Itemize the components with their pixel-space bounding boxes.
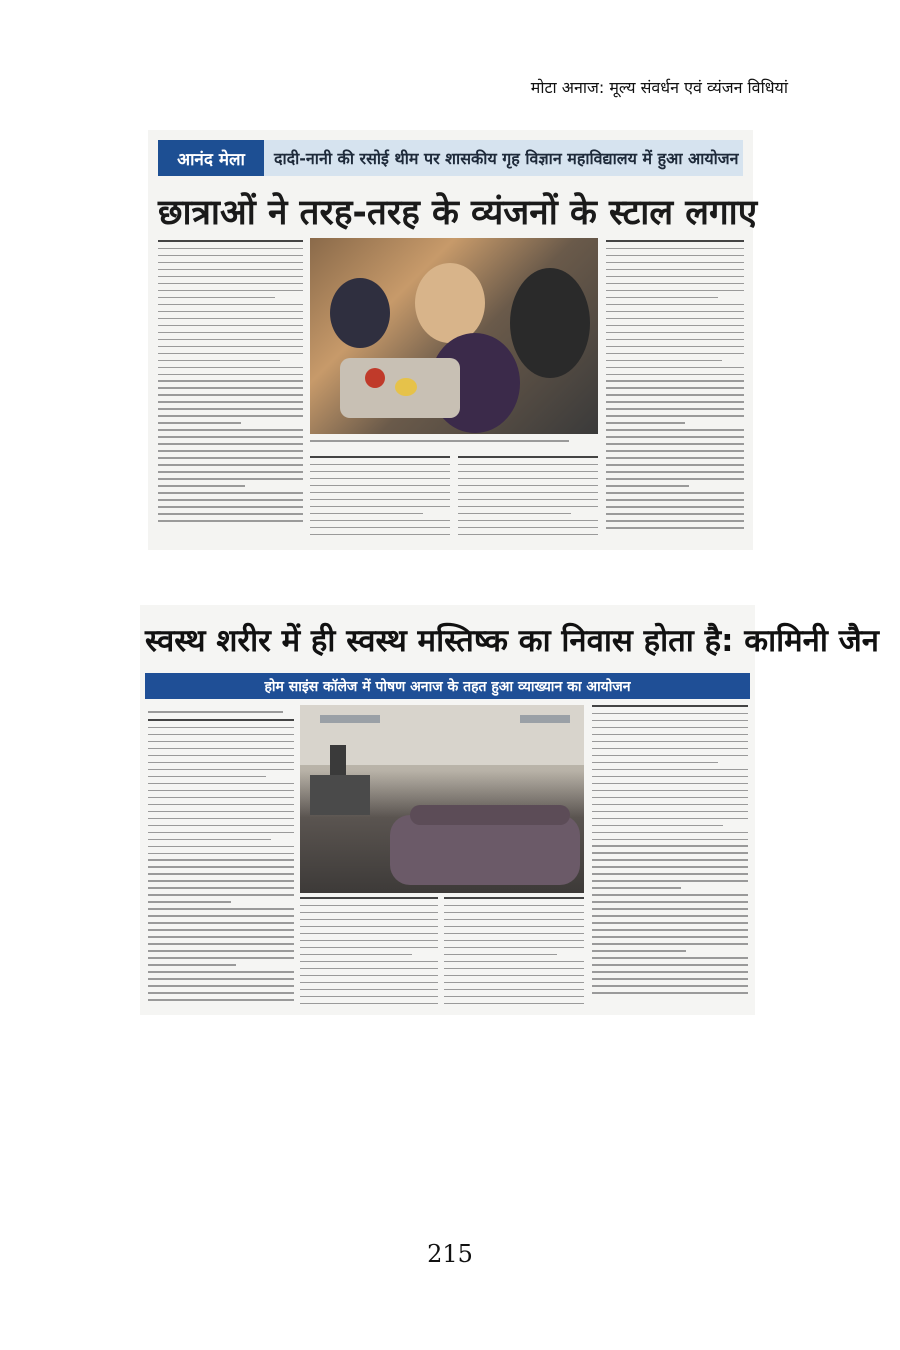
text-line [606,374,744,376]
text-line [592,915,748,917]
text-line [592,797,748,799]
headline: स्वस्थ शरीर में ही स्वस्थ मस्तिष्क का निवास होता है: कामिनी जैन [145,623,879,659]
text-line [606,485,689,487]
text-line [310,456,450,458]
text-line [158,380,303,382]
text-line [458,464,598,466]
text-line [458,506,598,508]
text-line [592,943,748,945]
text-line [592,776,748,778]
subheadline: होम साइंस कॉलेज में पोषण अनाज के तहत हुआ व्याख्यान का आयोजन [145,673,750,699]
text-line [148,776,266,778]
text-line [592,964,748,966]
text-line [158,457,303,459]
text-line [606,422,685,424]
text-line [606,429,744,431]
text-line [148,853,294,855]
text-line [300,933,438,935]
text-line [148,985,294,987]
text-line [300,897,438,899]
text-line [606,527,744,529]
text-line [310,513,423,515]
text-line [148,797,294,799]
text-line [310,520,450,522]
text-line [592,866,748,868]
text-line [148,818,294,820]
text-line [310,464,450,466]
text-line [444,954,557,956]
text-line [300,975,438,977]
text-column-3 [458,456,598,546]
text-line [592,727,748,729]
text-line [592,901,748,903]
text-line [148,943,294,945]
text-line [148,804,294,806]
text-line [148,915,294,917]
text-line [158,248,303,250]
text-line [444,968,584,970]
text-line [606,387,744,389]
text-line [148,769,294,771]
text-line [458,513,571,515]
text-line [458,534,598,536]
text-line [148,859,294,861]
text-line [444,912,584,914]
text-line [300,1003,438,1005]
text-line [444,905,584,907]
text-line [300,961,438,963]
text-line [148,762,294,764]
text-line [148,887,294,889]
text-line [606,506,744,508]
text-line [592,790,748,792]
kicker-text: दादी-नानी की रसोई थीम पर शासकीय गृह विज्ञान महाविद्यालय में हुआ आयोजन [274,149,739,168]
text-line [148,978,294,980]
text-line [592,852,748,854]
text-line [158,415,303,417]
text-line [148,999,294,1001]
text-line [158,443,303,445]
text-column-4 [606,240,744,540]
text-line [592,873,748,875]
text-line [592,978,748,980]
text-line [158,269,303,271]
text-column-1 [148,719,294,1009]
text-line [444,982,584,984]
text-line [158,506,303,508]
text-line [592,887,681,889]
text-line [148,929,294,931]
text-line [592,825,723,827]
text-line [310,485,450,487]
text-line [158,332,303,334]
text-line [158,304,303,306]
text-line [310,478,450,480]
kicker-band [158,140,743,176]
photo-caption [310,434,598,450]
text-line [300,989,438,991]
text-line [148,711,283,713]
text-line [158,360,280,362]
text-line [148,741,294,743]
text-line [458,478,598,480]
text-line [606,325,744,327]
text-line [592,769,748,771]
text-line [606,276,744,278]
text-line [148,936,294,938]
text-line [592,985,748,987]
text-line [148,734,294,736]
text-line [148,790,294,792]
text-line [606,415,744,417]
text-line [158,499,303,501]
text-line [444,897,584,899]
text-line [158,318,303,320]
text-line [300,905,438,907]
text-line [606,478,744,480]
text-line [158,290,303,292]
text-line [300,996,438,998]
text-line [458,527,598,529]
text-line [158,367,303,369]
text-line [606,311,744,313]
text-line [158,464,303,466]
text-line [148,873,294,875]
text-line [158,283,303,285]
text-line [300,982,438,984]
text-line [592,755,748,757]
text-line [158,436,303,438]
text-line [158,520,303,522]
text-line [606,492,744,494]
text-line [310,499,450,501]
text-line [592,705,748,707]
headline: छात्राओं ने तरह-तरह के व्यंजनों के स्टाल लगाए [158,193,758,233]
text-line [592,880,748,882]
text-line [592,832,748,834]
text-line [606,297,718,299]
text-line [606,471,744,473]
text-line [444,996,584,998]
text-line [592,804,748,806]
byline [148,705,298,717]
text-line [592,720,748,722]
text-line [606,464,744,466]
text-line [310,534,450,536]
text-line [606,436,744,438]
text-line [310,506,450,508]
text-line [606,255,744,257]
text-line [592,713,748,715]
text-line [158,394,303,396]
text-line [592,992,748,994]
text-line [444,947,584,949]
text-line [158,311,303,313]
text-line [444,940,584,942]
text-line [606,401,744,403]
text-line [158,485,245,487]
text-line [300,940,438,942]
text-line [592,762,718,764]
text-line [158,429,303,431]
text-line [458,471,598,473]
text-line [444,975,584,977]
text-line [592,894,748,896]
text-line [592,839,748,841]
text-line [148,957,294,959]
text-line [592,971,748,973]
text-line [606,269,744,271]
text-line [444,919,584,921]
text-line [300,926,438,928]
text-line [606,408,744,410]
section-tag: आनंद मेला [158,140,264,176]
text-line [606,283,744,285]
news-photo-2 [300,705,584,893]
text-line [592,818,748,820]
text-line [158,374,303,376]
text-line [158,353,303,355]
text-line [148,971,294,973]
text-line [444,933,584,935]
text-line [606,304,744,306]
text-line [606,248,744,250]
text-line [158,471,303,473]
text-line [606,520,744,522]
text-line [148,846,294,848]
text-line [158,408,303,410]
text-line [158,262,303,264]
text-line [148,832,294,834]
news-photo-1 [310,238,598,434]
news-clipping-2 [140,605,879,1015]
text-line [606,367,744,369]
text-line [148,992,294,994]
text-line [148,908,294,910]
text-line [158,422,241,424]
text-line [158,450,303,452]
text-line [606,457,744,459]
text-line [592,936,748,938]
text-line [592,783,748,785]
text-line [592,950,686,952]
text-column-2 [310,456,450,546]
text-line [606,499,744,501]
text-line [158,346,303,348]
text-line [158,339,303,341]
text-line [300,912,438,914]
text-line [444,1003,584,1005]
page-number: 215 [427,1240,473,1268]
text-line [444,989,584,991]
text-line [458,492,598,494]
text-line [148,755,294,757]
text-line [592,908,748,910]
text-line [592,922,748,924]
text-line [592,811,748,813]
text-line [148,825,294,827]
text-line [148,748,294,750]
text-line [158,255,303,257]
running-header: मोटा अनाज: मूल्य संवर्धन एवं व्यंजन विधियां [530,78,788,97]
text-line [158,240,303,242]
text-line [300,947,438,949]
text-line [148,727,294,729]
text-line [606,513,744,515]
text-column-1 [158,240,303,530]
text-line [606,394,744,396]
text-line [310,440,569,442]
text-line [310,471,450,473]
text-line [606,262,744,264]
text-line [592,845,748,847]
text-line [606,240,744,242]
text-column-4 [592,705,748,1005]
text-line [158,401,303,403]
text-line [606,443,744,445]
text-line [310,492,450,494]
news-clipping-1 [148,130,758,550]
text-line [148,811,294,813]
text-line [606,318,744,320]
text-line [458,520,598,522]
text-line [592,859,748,861]
text-line [148,783,294,785]
text-column-3 [444,897,584,1009]
text-line [606,290,744,292]
text-line [148,839,271,841]
text-line [458,499,598,501]
text-line [458,456,598,458]
text-line [158,478,303,480]
text-line [300,968,438,970]
text-line [148,922,294,924]
text-line [300,954,412,956]
text-line [606,360,722,362]
text-line [592,741,748,743]
text-line [158,276,303,278]
text-line [148,880,294,882]
text-line [158,387,303,389]
text-line [592,957,748,959]
text-line [458,485,598,487]
text-line [606,450,744,452]
text-line [158,325,303,327]
text-line [148,950,294,952]
text-line [300,919,438,921]
text-line [148,901,231,903]
text-line [158,492,303,494]
text-line [158,297,275,299]
text-line [592,929,748,931]
text-line [606,346,744,348]
text-line [148,866,294,868]
text-line [606,339,744,341]
text-line [148,894,294,896]
text-line [444,926,584,928]
text-line [592,748,748,750]
text-line [444,961,584,963]
text-line [148,964,236,966]
text-line [606,332,744,334]
text-line [606,353,744,355]
text-line [310,527,450,529]
text-line [606,380,744,382]
text-line [158,513,303,515]
text-line [592,734,748,736]
text-column-2 [300,897,438,1009]
text-line [148,719,294,721]
